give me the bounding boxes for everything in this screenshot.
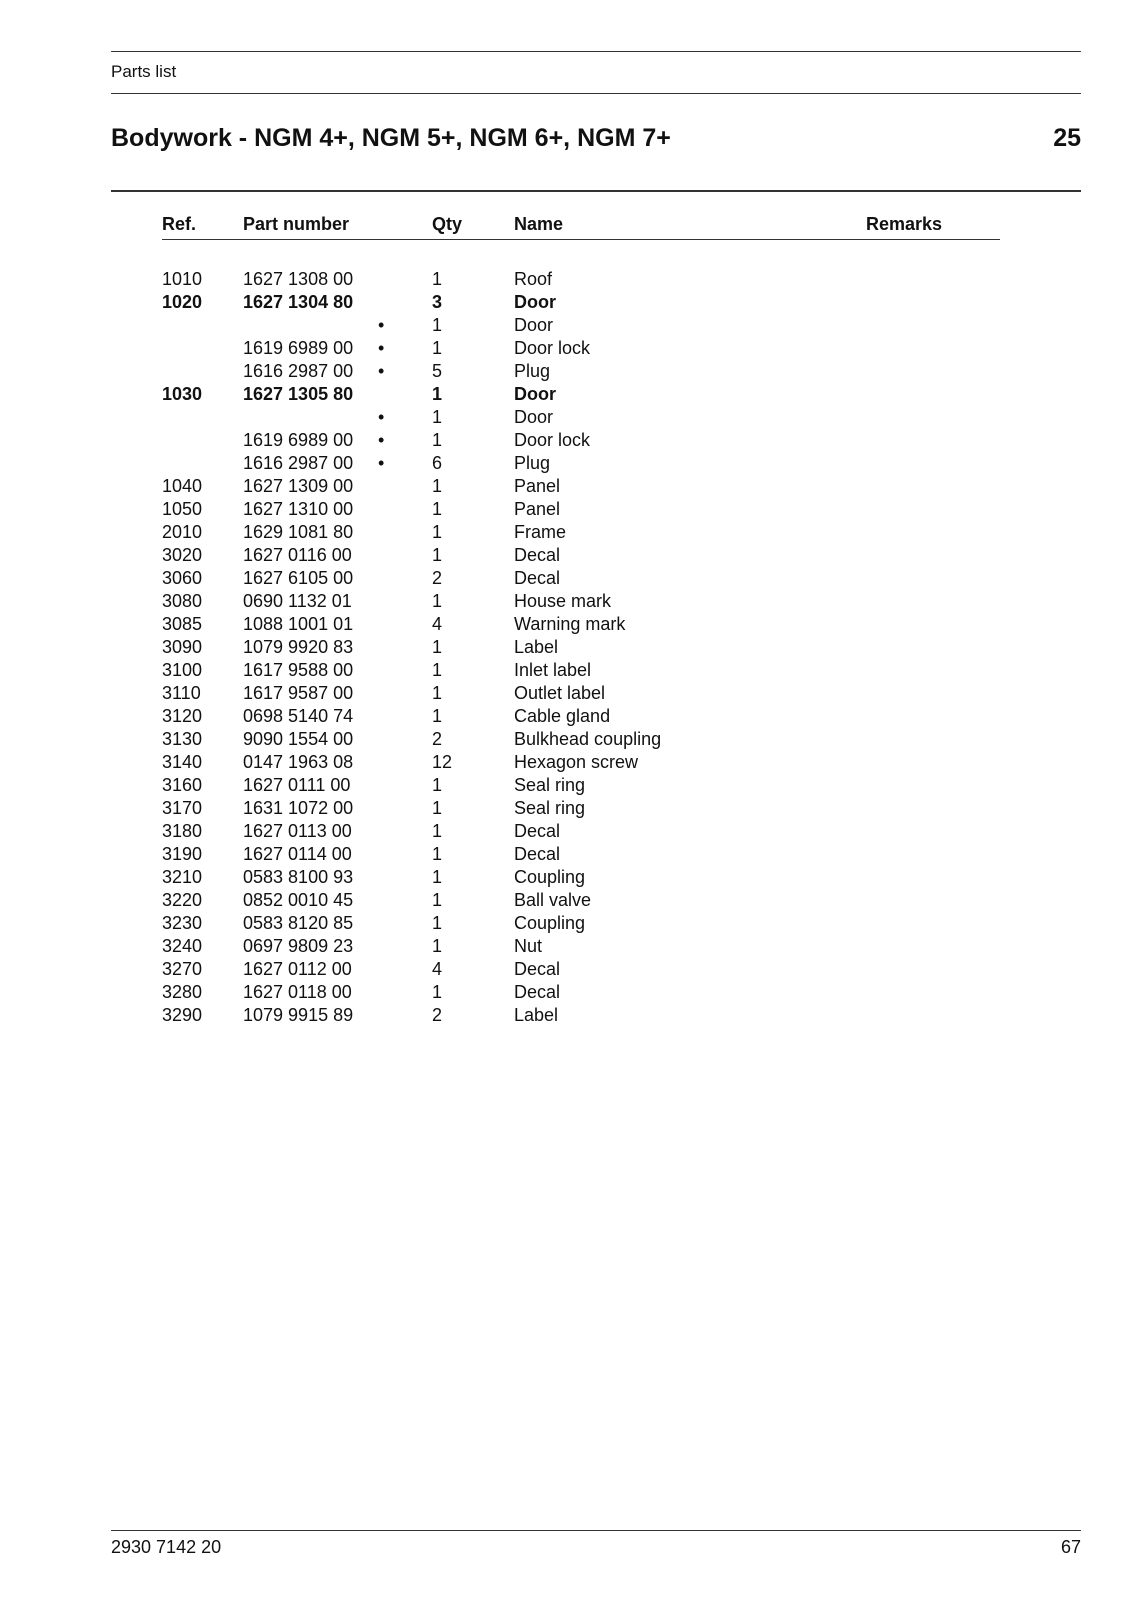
name-cell: Door	[514, 315, 554, 335]
table-row	[0, 475, 1131, 498]
table-row	[0, 774, 1131, 797]
table-row	[0, 590, 1131, 613]
table-row	[0, 383, 1131, 406]
table-row	[0, 498, 1131, 521]
name-cell: Roof	[514, 269, 553, 289]
ref-cell: 3110	[162, 683, 201, 703]
qty-cell: 1	[432, 798, 443, 818]
ref-cell: 3270	[162, 959, 203, 979]
name-cell: Nut	[514, 936, 543, 956]
ref-cell: 3085	[162, 614, 203, 634]
qty-cell: 1	[432, 660, 443, 680]
ref-cell: 3080	[162, 591, 203, 611]
table-row	[0, 843, 1131, 866]
table-row	[0, 360, 1131, 383]
qty-cell: 1	[432, 430, 443, 450]
name-cell: Decal	[514, 959, 561, 979]
ref-cell: 3290	[162, 1005, 203, 1025]
qty-cell: 6	[432, 453, 443, 473]
header-top-rule	[111, 51, 1081, 52]
qty-cell: 2	[432, 1005, 443, 1025]
ref-cell: 3090	[162, 637, 203, 657]
column-header-name: Name	[514, 214, 564, 234]
part-number-cell: 1627 0114 00	[243, 844, 352, 864]
part-number-cell: 0583 8120 85	[243, 913, 354, 933]
name-cell: Door	[514, 384, 556, 404]
ref-cell: 1020	[162, 292, 203, 312]
qty-cell: 2	[432, 568, 443, 588]
qty-cell: 4	[432, 959, 443, 979]
ref-cell: 3130	[162, 729, 203, 749]
part-number-cell: 0852 0010 45	[243, 890, 354, 910]
name-cell: Seal ring	[514, 798, 586, 818]
table-row	[0, 521, 1131, 544]
name-cell: Warning mark	[514, 614, 626, 634]
table-row	[0, 544, 1131, 567]
name-cell: Decal	[514, 545, 561, 565]
name-cell: Ball valve	[514, 890, 592, 910]
part-number-cell: 0690 1132 01	[243, 591, 352, 611]
ref-cell: 3210	[162, 867, 203, 887]
table-row	[0, 935, 1131, 958]
table-row	[0, 797, 1131, 820]
qty-cell: 1	[432, 775, 443, 795]
table-body	[0, 268, 1131, 1027]
part-number-cell: 1627 6105 00	[243, 568, 354, 588]
ref-cell: 3060	[162, 568, 203, 588]
part-number-cell: 1619 6989 00	[243, 338, 354, 358]
name-cell: Decal	[514, 982, 561, 1002]
part-number-cell: 1629 1081 80	[243, 522, 354, 542]
qty-cell: 3	[432, 292, 443, 312]
part-number-cell: 0697 9809 23	[243, 936, 354, 956]
header-bottom-rule	[111, 93, 1081, 94]
ref-cell: 3160	[162, 775, 203, 795]
part-number-cell: 1627 1310 00	[243, 499, 354, 519]
name-cell: Label	[514, 637, 559, 657]
ref-cell: 1010	[162, 269, 203, 289]
name-cell: Plug	[514, 361, 551, 381]
part-number-cell: 1079 9920 83	[243, 637, 354, 657]
column-header-qty: Qty	[432, 214, 463, 234]
table-row	[0, 337, 1131, 360]
ref-cell: 3100	[162, 660, 203, 680]
column-header-ref: Ref.	[162, 214, 197, 234]
name-cell: Door	[514, 292, 556, 312]
qty-cell: 1	[432, 476, 443, 496]
name-cell: Door lock	[514, 338, 591, 358]
name-cell: Panel	[514, 499, 561, 519]
header-label: Parts list	[111, 62, 177, 81]
table-row	[0, 314, 1131, 337]
qty-cell: 1	[432, 683, 443, 703]
part-number-cell: 1616 2987 00	[243, 453, 354, 473]
qty-cell: 4	[432, 614, 443, 634]
name-cell: Plug	[514, 453, 551, 473]
part-number-cell: 1616 2987 00	[243, 361, 354, 381]
part-number-cell: 9090 1554 00	[243, 729, 354, 749]
ref-cell: 3170	[162, 798, 203, 818]
name-cell: Hexagon screw	[514, 752, 639, 772]
table-header-rule	[162, 239, 1000, 240]
part-number-cell: 1627 1304 80	[243, 292, 354, 312]
qty-cell: 1	[432, 890, 443, 910]
table-row	[0, 866, 1131, 889]
table-row	[0, 912, 1131, 935]
table-row	[0, 1004, 1131, 1027]
qty-cell: 1	[432, 821, 443, 841]
qty-cell: 1	[432, 591, 443, 611]
page-number: 67	[1060, 1537, 1081, 1557]
part-number-cell: 1627 0111 00	[243, 775, 351, 795]
name-cell: Panel	[514, 476, 561, 496]
part-number-cell: 0583 8100 93	[243, 867, 354, 887]
table-row	[0, 751, 1131, 774]
name-cell: Coupling	[514, 913, 586, 933]
bullet-cell: •	[378, 361, 385, 381]
qty-cell: 1	[432, 407, 443, 427]
table-row	[0, 429, 1131, 452]
ref-cell: 3020	[162, 545, 203, 565]
qty-cell: 1	[432, 936, 443, 956]
qty-cell: 1	[432, 844, 443, 864]
parts-table	[0, 214, 1131, 1027]
part-number-cell: 1617 9588 00	[243, 660, 354, 680]
name-cell: Decal	[514, 844, 561, 864]
name-cell: Door lock	[514, 430, 591, 450]
part-number-cell: 1088 1001 01	[243, 614, 354, 634]
bullet-cell: •	[378, 338, 385, 358]
name-cell: Seal ring	[514, 775, 586, 795]
table-header	[0, 214, 1131, 242]
table-row	[0, 889, 1131, 912]
name-cell: Cable gland	[514, 706, 611, 726]
qty-cell: 1	[432, 637, 443, 657]
name-cell: Decal	[514, 821, 561, 841]
name-cell: Label	[514, 1005, 559, 1025]
qty-cell: 1	[432, 384, 443, 404]
table-row	[0, 820, 1131, 843]
qty-cell: 1	[432, 706, 443, 726]
name-cell: Decal	[514, 568, 561, 588]
table-row	[0, 291, 1131, 314]
qty-cell: 1	[432, 269, 443, 289]
ref-cell: 3180	[162, 821, 203, 841]
part-number-cell: 1627 1308 00	[243, 269, 354, 289]
part-number-cell: 1619 6989 00	[243, 430, 354, 450]
bullet-cell: •	[378, 315, 385, 335]
ref-cell: 3280	[162, 982, 203, 1002]
table-row	[0, 613, 1131, 636]
part-number-cell: 0147 1963 08	[243, 752, 354, 772]
part-number-cell: 1627 1309 00	[243, 476, 354, 496]
qty-cell: 1	[432, 338, 443, 358]
qty-cell: 2	[432, 729, 443, 749]
part-number-cell: 1627 0112 00	[243, 959, 352, 979]
ref-cell: 1050	[162, 499, 203, 519]
table-row	[0, 636, 1131, 659]
qty-cell: 1	[432, 545, 443, 565]
qty-cell: 1	[432, 982, 443, 1002]
table-row	[0, 452, 1131, 475]
qty-cell: 12	[432, 752, 453, 772]
ref-cell: 3190	[162, 844, 203, 864]
ref-cell: 3120	[162, 706, 203, 726]
ref-cell: 2010	[162, 522, 203, 542]
part-number-cell: 1627 0118 00	[243, 982, 352, 1002]
name-cell: Frame	[514, 522, 567, 542]
part-number-cell: 1627 0113 00	[243, 821, 352, 841]
table-row	[0, 659, 1131, 682]
bullet-cell: •	[378, 430, 385, 450]
part-number-cell: 1627 1305 80	[243, 384, 354, 404]
qty-cell: 5	[432, 361, 443, 381]
table-row	[0, 406, 1131, 429]
bullet-cell: •	[378, 453, 385, 473]
table-row	[0, 567, 1131, 590]
ref-cell: 3230	[162, 913, 203, 933]
title-rule	[111, 190, 1081, 192]
column-header-part-number: Part number	[243, 214, 350, 234]
part-number-cell: 0698 5140 74	[243, 706, 354, 726]
name-cell: Door	[514, 407, 554, 427]
part-number-cell: 1079 9915 89	[243, 1005, 354, 1025]
name-cell: Outlet label	[514, 683, 606, 703]
part-number-cell: 1627 0116 00	[243, 545, 352, 565]
table-row	[0, 268, 1131, 291]
table-row	[0, 705, 1131, 728]
footer-rule	[111, 1530, 1081, 1531]
bullet-cell: •	[378, 407, 385, 427]
ref-cell: 1030	[162, 384, 203, 404]
name-cell: Coupling	[514, 867, 586, 887]
ref-cell: 3220	[162, 890, 203, 910]
document-number: 2930 7142 20	[111, 1537, 222, 1557]
qty-cell: 1	[432, 499, 443, 519]
table-row	[0, 981, 1131, 1004]
table-row	[0, 958, 1131, 981]
page-title: Bodywork - NGM 4+, NGM 5+, NGM 6+, NGM 7+	[111, 124, 671, 152]
name-cell: Inlet label	[514, 660, 592, 680]
table-row	[0, 728, 1131, 751]
ref-cell: 3140	[162, 752, 203, 772]
part-number-cell: 1617 9587 00	[243, 683, 354, 703]
name-cell: House mark	[514, 591, 612, 611]
ref-cell: 1040	[162, 476, 203, 496]
qty-cell: 1	[432, 522, 443, 542]
section-number: 25	[1053, 124, 1081, 152]
part-number-cell: 1631 1072 00	[243, 798, 354, 818]
qty-cell: 1	[432, 913, 443, 933]
name-cell: Bulkhead coupling	[514, 729, 662, 749]
qty-cell: 1	[432, 867, 443, 887]
ref-cell: 3240	[162, 936, 203, 956]
table-row	[0, 682, 1131, 705]
column-header-remarks: Remarks	[866, 214, 943, 234]
qty-cell: 1	[432, 315, 443, 335]
